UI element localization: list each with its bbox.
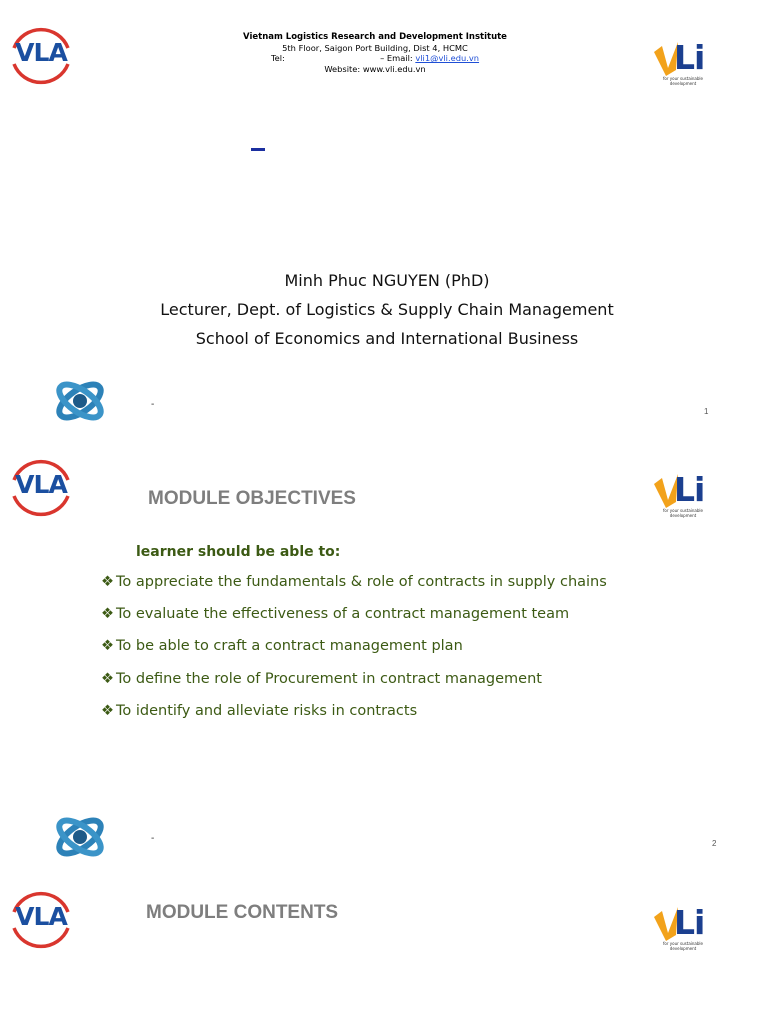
website: Website: www.vli.edu.vn [324,63,426,74]
vli-logo [652,903,714,949]
vla-logo [6,20,76,90]
author-school: School of Economics and International Business [195,329,579,348]
bullet-icon: ❖ [101,703,114,719]
vli-logo-text: Li [674,38,705,77]
page-number: 1 [704,407,709,416]
list-item: ❖ To evaluate the effectiveness of a contract management team [101,606,570,622]
list-item: ❖ To be able to craft a contract management plan [101,638,463,654]
email-link[interactable]: vli1@vli.edu.vn [415,53,480,63]
footer-dash: - [151,833,155,844]
university-emblem [50,812,110,862]
list-item: ❖ To define the role of Procurement in contract management [101,671,542,687]
page-number: 2 [712,839,717,848]
author-block [100,266,674,353]
institute-header [190,31,560,74]
vli-logo-text: Li [674,903,705,942]
university-emblem [50,376,110,426]
vla-logo-text: VLA [15,902,67,931]
bullet-icon: ❖ [101,638,114,654]
bullet-icon: ❖ [101,574,114,590]
institute-address: 5th Floor, Saigon Port Building, Dist 4, HCMC [282,42,468,53]
slide-title: MODULE OBJECTIVES [148,488,356,509]
author-position: Lecturer, Dept. of Logistics & Supply Chain Management [160,300,614,319]
title-dash [251,148,265,151]
contact-line [190,53,560,64]
vli-tagline: for your sustainable development [663,508,703,518]
institute-name: Vietnam Logistics Research and Development Institute [243,32,507,42]
list-item: ❖ To identify and alleviate risks in contracts [101,703,418,719]
tel-label: Tel: [270,53,285,63]
author-name: Minh Phuc NGUYEN (PhD) [284,271,490,290]
vla-logo [6,452,76,522]
vli-logo-text: Li [674,470,705,509]
bullet-icon: ❖ [101,606,114,622]
vli-tagline: for your sustainable development [663,941,703,951]
vla-logo-text: VLA [15,470,67,499]
list-item: ❖ To appreciate the fundamentals & role of contracts in supply chains [101,574,607,590]
objectives-lead: learner should be able to: [136,544,341,560]
bullet-icon: ❖ [101,671,114,687]
vli-logo [652,38,714,84]
vli-tagline: for your sustainable development [663,76,703,86]
vla-logo [6,884,76,954]
email-label: – Email: [380,53,413,63]
vli-logo [652,470,714,516]
footer-dash: - [151,399,155,410]
slide-title: MODULE CONTENTS [146,902,339,923]
vla-logo-text: VLA [15,38,67,67]
